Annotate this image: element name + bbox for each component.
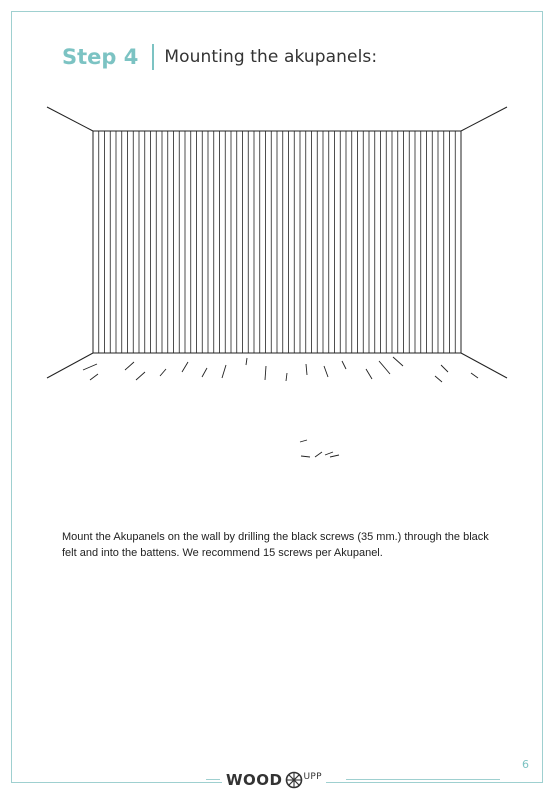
page-title: Mounting the akupanels:: [164, 47, 378, 67]
floor-hatching: [83, 357, 478, 457]
floor-line-right: [461, 353, 507, 378]
woodupp-logo: [222, 768, 326, 792]
footer-line-left: [206, 779, 220, 780]
logo-wordmark: WOOD: [226, 771, 283, 789]
panel-slats: [99, 131, 456, 353]
ceiling-line-right: [461, 107, 507, 131]
page-number: 6: [522, 758, 529, 771]
ceiling-line-left: [47, 107, 93, 131]
footer-line-right: [346, 779, 500, 780]
instruction-text: Mount the Akupanels on the wall by drilling the black screws (35 mm.) through the black felt and into the battens. We recommend 15 screws per Akupanel.: [62, 531, 489, 559]
wheel-logo-icon: [285, 771, 303, 789]
floor-line-left: [47, 353, 93, 378]
step-label: Step 4: [62, 45, 139, 69]
logo-suffix: UPP: [303, 772, 322, 782]
